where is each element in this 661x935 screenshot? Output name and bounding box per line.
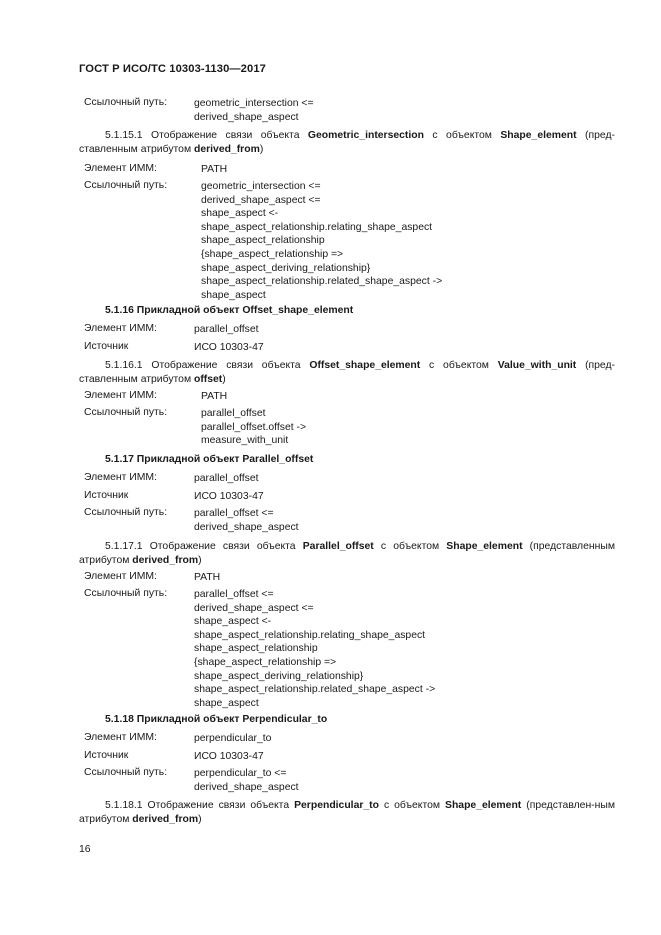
mapping-paragraph (79, 359, 615, 387)
clause-number: 5.1.17.1 (105, 541, 143, 552)
ref-path-line: geometric_intersection <= (201, 181, 321, 192)
aim-element-label: Элемент ИММ: (84, 323, 157, 334)
aim-element-value: parallel_offset (194, 473, 259, 484)
attribute-name: offset (193, 374, 223, 385)
ref-path-line: shape_aspect <- (201, 208, 279, 220)
source-value: ИСО 10303-47 (194, 751, 264, 762)
attribute-name: derived_from (132, 814, 199, 825)
aim-element-label: Элемент ИММ: (84, 472, 157, 483)
ref-path-line: shape_aspect_deriving_relationship} (194, 670, 364, 682)
ref-path-label: Ссылочный путь: (84, 97, 168, 108)
mapping-paragraph (79, 129, 615, 157)
ref-path-line: shape_aspect (201, 289, 266, 301)
ref-path-line: derived_shape_aspect (194, 781, 299, 793)
ref-path-line: parallel_offset (201, 408, 266, 419)
ref-path-line: shape_aspect_relationship.relating_shape_aspect (194, 629, 426, 641)
ref-path-line: shape_aspect (194, 697, 259, 709)
clause-number: 5.1.16.1 (105, 360, 143, 371)
para-text: ) (198, 814, 202, 825)
ref-path-line: {shape_aspect_relationship => (194, 656, 337, 668)
attribute-name: derived_from (132, 555, 199, 566)
para-text: Отображение связи объекта (142, 360, 310, 371)
ref-path-line: perpendicular_to <= (194, 768, 287, 779)
aim-element-label: Элемент ИММ: (84, 163, 157, 174)
ref-path-label: Ссылочный путь: (84, 767, 168, 778)
ref-path-line: parallel_offset <= (194, 508, 274, 519)
aim-element-value: PATH (201, 164, 228, 175)
ref-path-line: shape_aspect_relationship.related_shape_aspect -> (194, 684, 436, 696)
para-text: с объектом (373, 541, 447, 552)
mapping-paragraph (79, 799, 615, 827)
ref-path-value (194, 507, 299, 534)
entity-name: Offset_shape_element (309, 360, 421, 371)
ref-path-value (201, 180, 442, 302)
ref-path-label: Ссылочный путь: (84, 407, 168, 418)
ref-path-line: derived_shape_aspect (194, 111, 299, 123)
ref-path-value (194, 97, 314, 124)
section-heading: 5.1.16 Прикладной объект Offset_shape_element (105, 305, 354, 316)
section-heading: 5.1.17 Прикладной объект Parallel_offset (105, 454, 314, 465)
ref-path-line: shape_aspect_relationship (201, 235, 325, 247)
ref-path-label: Ссылочный путь: (84, 588, 168, 599)
para-text: (пред-ставленным атрибутом (79, 360, 616, 385)
entity-name: Shape_element (445, 800, 522, 811)
para-text: Отображение связи объекта (142, 800, 295, 811)
ref-path-line: geometric_intersection <= (194, 98, 314, 109)
ref-path-line: shape_aspect <- (194, 616, 272, 628)
aim-element-value: perpendicular_to (194, 733, 272, 744)
ref-path-value (201, 407, 306, 448)
para-text: (пред-ставленным атрибутом (79, 130, 615, 155)
para-text: Отображение связи объекта (142, 541, 303, 552)
source-value: ИСО 10303-47 (194, 491, 264, 502)
ref-path-line: shape_aspect_relationship (194, 643, 318, 655)
clause-number: 5.1.15.1 (105, 130, 143, 141)
source-label: Источник (84, 490, 129, 501)
para-text: ) (259, 144, 264, 155)
ref-path-line: parallel_offset <= (194, 589, 274, 600)
ref-path-value (194, 767, 299, 794)
aim-element-value: PATH (201, 391, 228, 402)
entity-name: Geometric_intersection (307, 130, 424, 141)
ref-path-line: shape_aspect_relationship.relating_shape_aspect (201, 221, 433, 233)
section-heading: 5.1.18 Прикладной объект Perpendicular_to (105, 714, 328, 725)
ref-path-label: Ссылочный путь: (84, 507, 168, 518)
source-label: Источник (84, 750, 129, 761)
aim-element-label: Элемент ИММ: (84, 732, 157, 743)
para-text: Отображение связи объекта (142, 130, 308, 141)
clause-number: 5.1.18.1 (105, 800, 143, 811)
ref-path-line: derived_shape_aspect <= (194, 602, 314, 614)
aim-element-value: parallel_offset (194, 324, 259, 335)
ref-path-value (194, 588, 435, 710)
ref-path-line: measure_with_unit (201, 435, 289, 447)
entity-name: Perpendicular_to (294, 800, 379, 811)
page-number: 16 (79, 844, 91, 855)
aim-element-label: Элемент ИММ: (84, 390, 157, 401)
ref-path-line: derived_shape_aspect (194, 521, 299, 533)
para-text: ) (222, 374, 226, 385)
source-label: Источник (84, 341, 129, 352)
mapping-paragraph (79, 540, 615, 568)
para-text: с объектом (423, 130, 501, 141)
entity-name: Shape_element (446, 541, 523, 552)
entity-name: Value_with_unit (497, 360, 577, 371)
para-text: с объектом (378, 800, 446, 811)
source-value: ИСО 10303-47 (194, 342, 264, 353)
ref-path-line: shape_aspect_deriving_relationship} (201, 262, 371, 274)
para-text: с объектом (420, 360, 498, 371)
para-text: (представлен-ным атрибутом (79, 800, 615, 825)
ref-path-line: parallel_offset.offset -> (201, 421, 307, 433)
para-text: ) (198, 555, 202, 566)
aim-element-value: PATH (194, 572, 221, 583)
attribute-name: derived_from (193, 144, 260, 155)
ref-path-label: Ссылочный путь: (84, 180, 168, 191)
aim-element-label: Элемент ИММ: (84, 571, 157, 582)
page-header: ГОСТ Р ИСО/ТС 10303-1130—2017 (79, 63, 266, 75)
entity-name: Parallel_offset (302, 541, 374, 552)
para-text: (представленным атрибутом (79, 541, 615, 566)
ref-path-line: shape_aspect_relationship.related_shape_aspect -> (201, 276, 443, 288)
ref-path-line: {shape_aspect_relationship => (201, 248, 344, 260)
entity-name: Shape_element (500, 130, 577, 141)
ref-path-line: derived_shape_aspect <= (201, 194, 321, 206)
